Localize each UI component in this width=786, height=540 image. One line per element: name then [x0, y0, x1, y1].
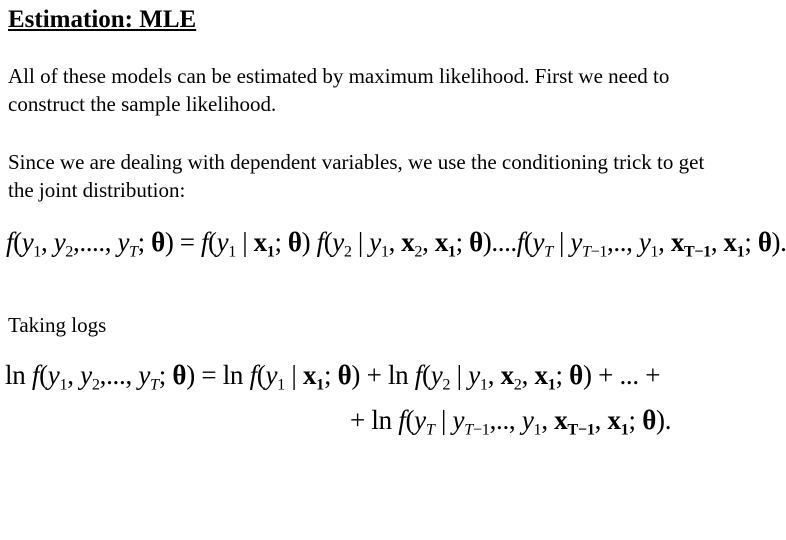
intro-paragraph: All of these models can be estimated by maximum likelihood. First we need to construct the sample likelihood.	[8, 64, 670, 116]
joint-distribution-equation: $f(y_1$, $y_2$,...., $y_T$; $\theta) = f(y_1$ | $x_1$; θ) $f(y_2$ | $y_1$, $x_2$, $x_1$; $\theta)....f(y_T$ | $y_{T-1}$,.., $y_1$, $x_{T-1}$, $x_1$; θ).	[6, 227, 786, 261]
slide-title: Estimation: MLE	[8, 6, 197, 33]
log-likelihood-equation-line1: $\ln f(y_1$, $y_2$,..., $y_T$; $\theta) = \ln f(y_1$ | $x_1$; $\theta) + \ln f(y_2$ | $y_1$, $x_2$, $x_1$; θ) + ... +	[5, 360, 661, 394]
log-likelihood-equation-line2: + $\ln f(y_T$ | $y_{T-1}$,.., $y_1$, $x_{T-1}$, $x_1$; θ).	[350, 405, 672, 439]
taking-logs-label: Taking logs	[8, 313, 107, 337]
conditioning-paragraph: Since we are dealing with dependent variables, we use the conditioning trick to get the joint distribution:	[8, 150, 705, 202]
